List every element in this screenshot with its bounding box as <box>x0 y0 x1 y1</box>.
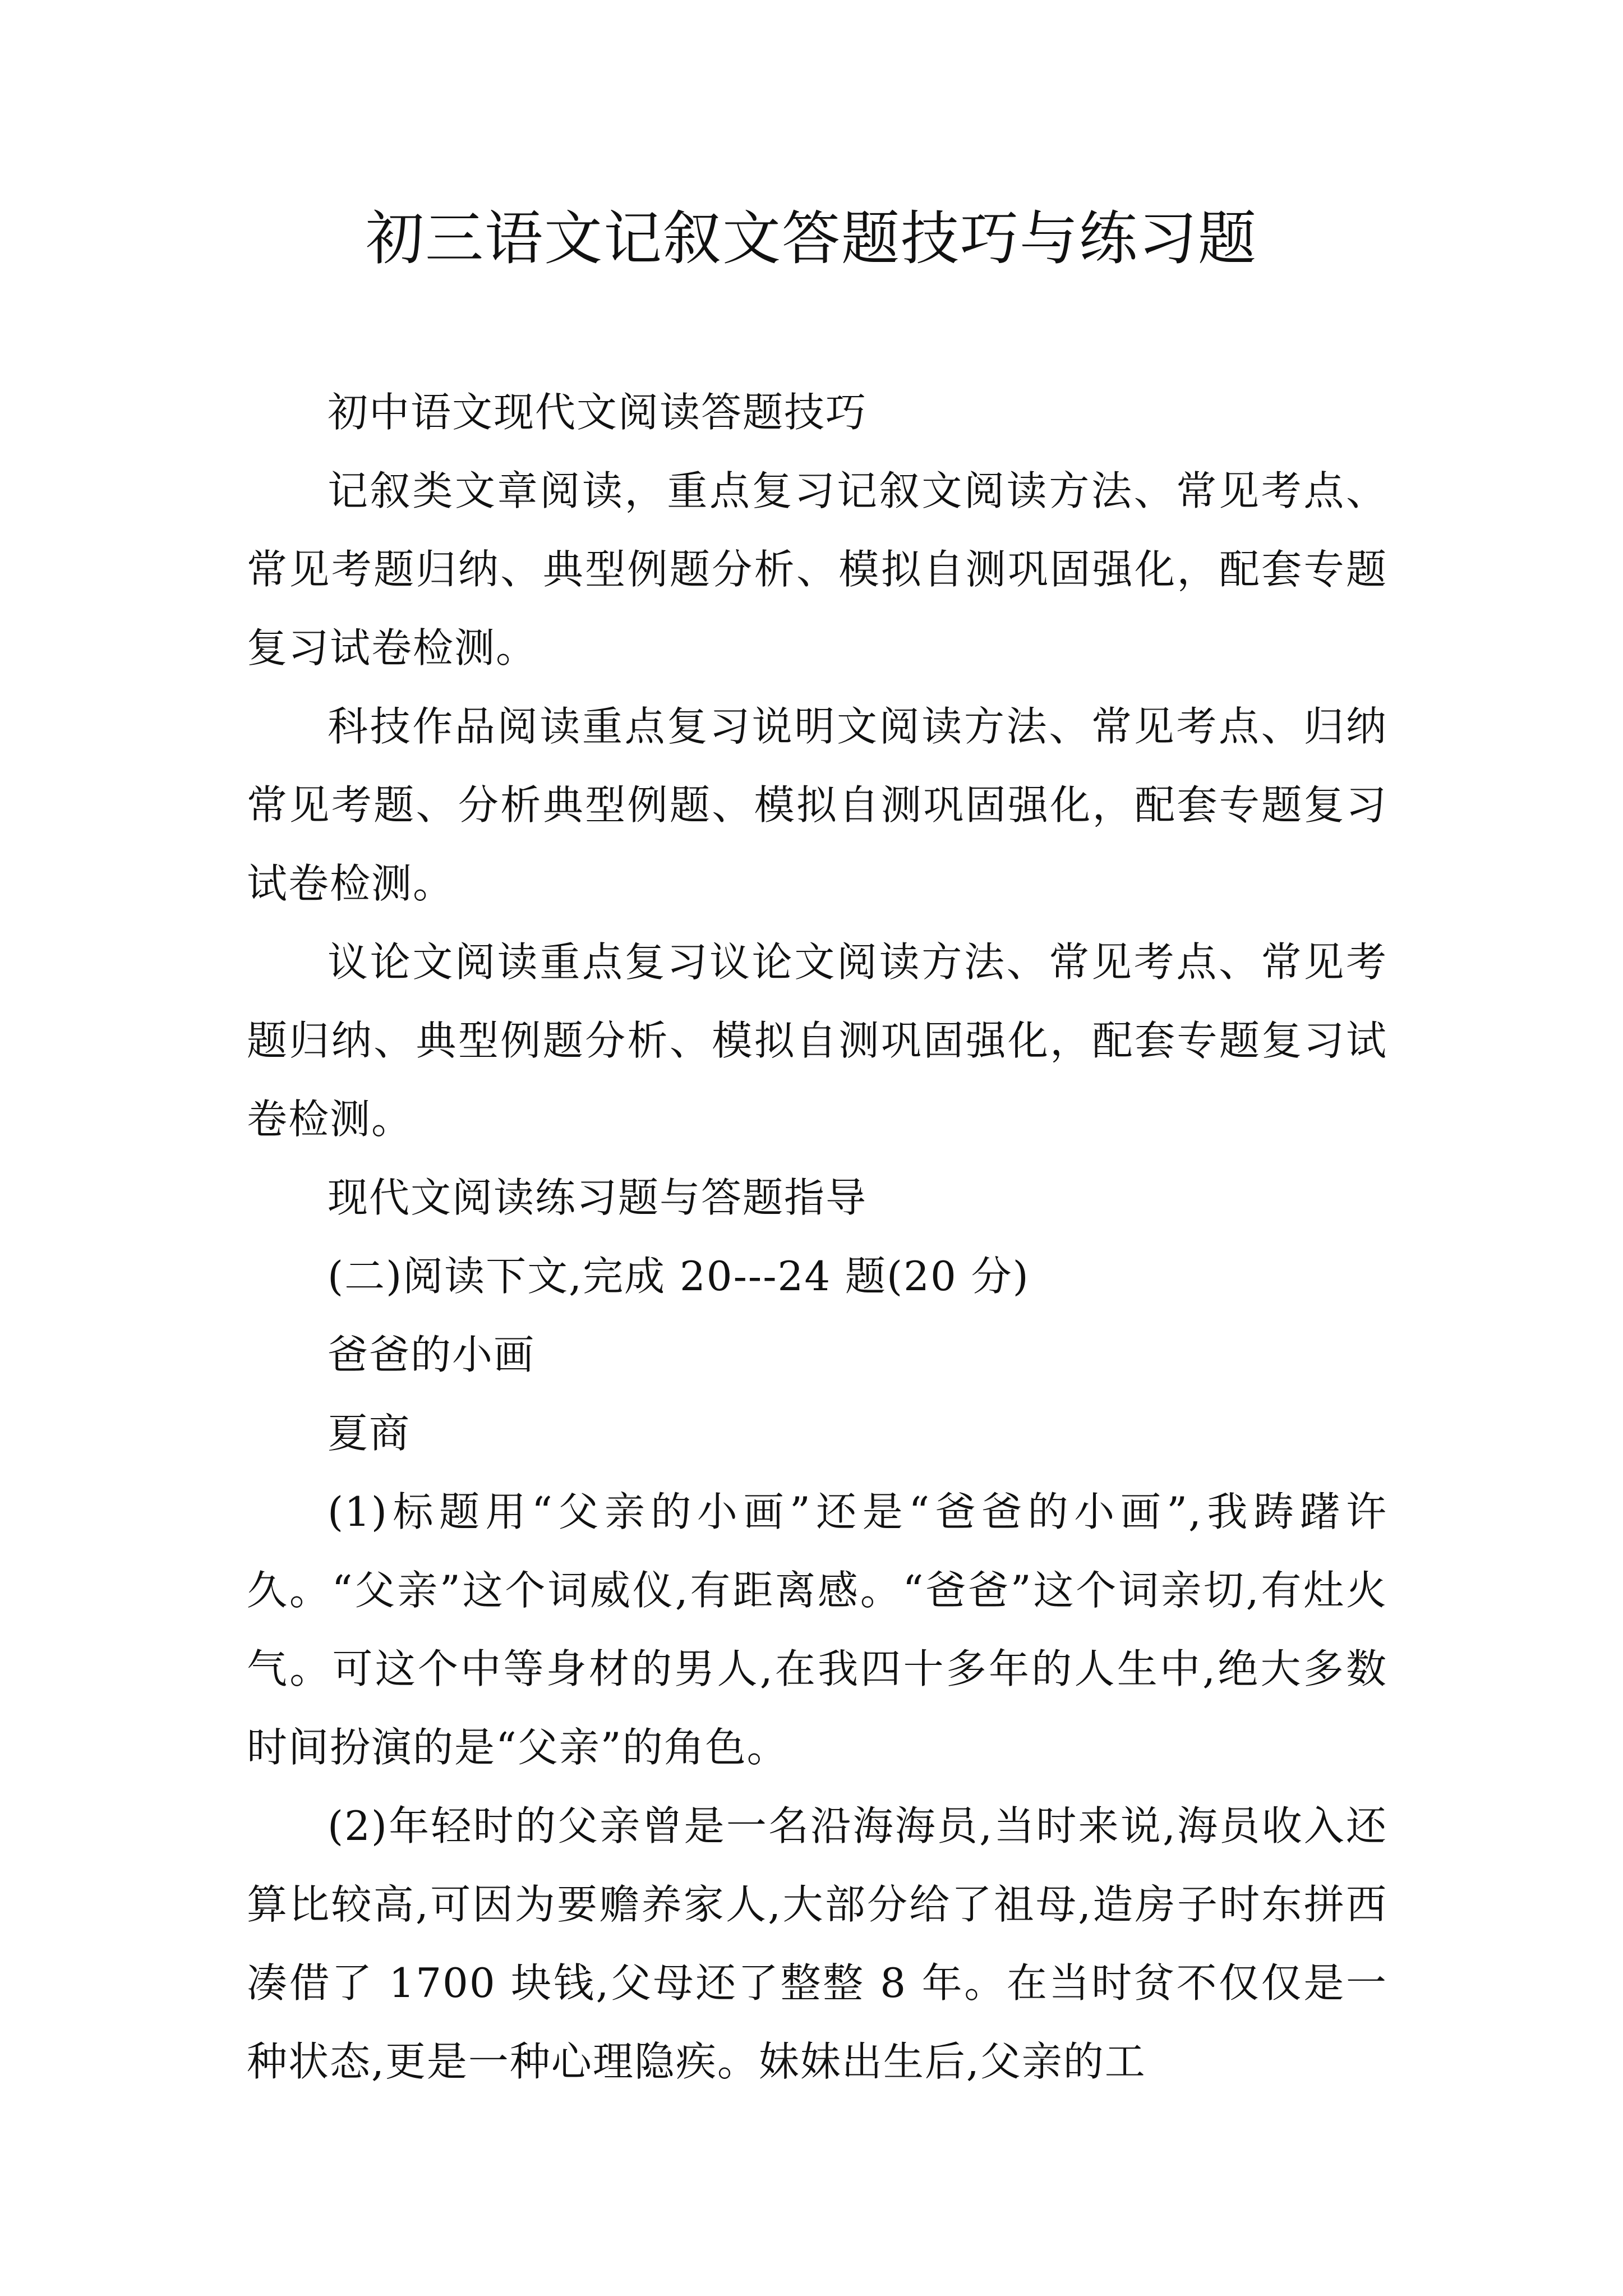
paragraph-article-2: (2)年轻时的父亲曾是一名沿海海员,当时来说,海员收入还算比较高,可因为要赡养家人,大部分给了祖母,造房子时东拼西凑借了 1700 块钱,父母还了整整 8 年。在当时贫不仅仅是一种状态,更是一种心理隐疾。妹妹出生后,父亲的工 <box>247 1802 1387 2085</box>
paragraph-argument-reading: 议论文阅读重点复习议论文阅读方法、常见考点、常见考题归纳、典型例题分析、模拟自测巩固强化，配套专题复习试卷检测。 <box>247 938 1387 1143</box>
paragraph-science-reading: 科技作品阅读重点复习说明文阅读方法、常见考点、归纳常见考题、分析典型例题、模拟自测巩固强化，配套专题复习试卷检测。 <box>247 703 1387 907</box>
paragraph-article-author: 夏商 <box>328 1410 411 1457</box>
document-body <box>247 373 1387 2101</box>
paragraph-article-1: (1)标题用“父亲的小画”还是“爸爸的小画”,我踌躇许久。“父亲”这个词威仪,有距离感。“爸爸”这个词亲切,有灶火气。可这个中等身材的男人,在我四十多年的人生中,绝大多数时间扮演的是“父亲”的角色。 <box>247 1488 1387 1771</box>
paragraph-practice-heading: 现代文阅读练习题与答题指导 <box>328 1174 868 1221</box>
paragraph-article-title: 爸爸的小画 <box>328 1331 536 1378</box>
paragraph-reading-tips-heading: 初中语文现代文阅读答题技巧 <box>328 389 868 436</box>
document-title: 初三语文记叙文答题技巧与练习题 <box>365 204 1257 273</box>
paragraph-question-instruction: (二)阅读下文,完成 20---24 题(20 分) <box>328 1253 1030 1300</box>
paragraph-narrative-reading: 记叙类文章阅读，重点复习记叙文阅读方法、常见考点、常见考题归纳、典型例题分析、模拟自测巩固强化，配套专题复习试卷检测。 <box>247 467 1387 671</box>
